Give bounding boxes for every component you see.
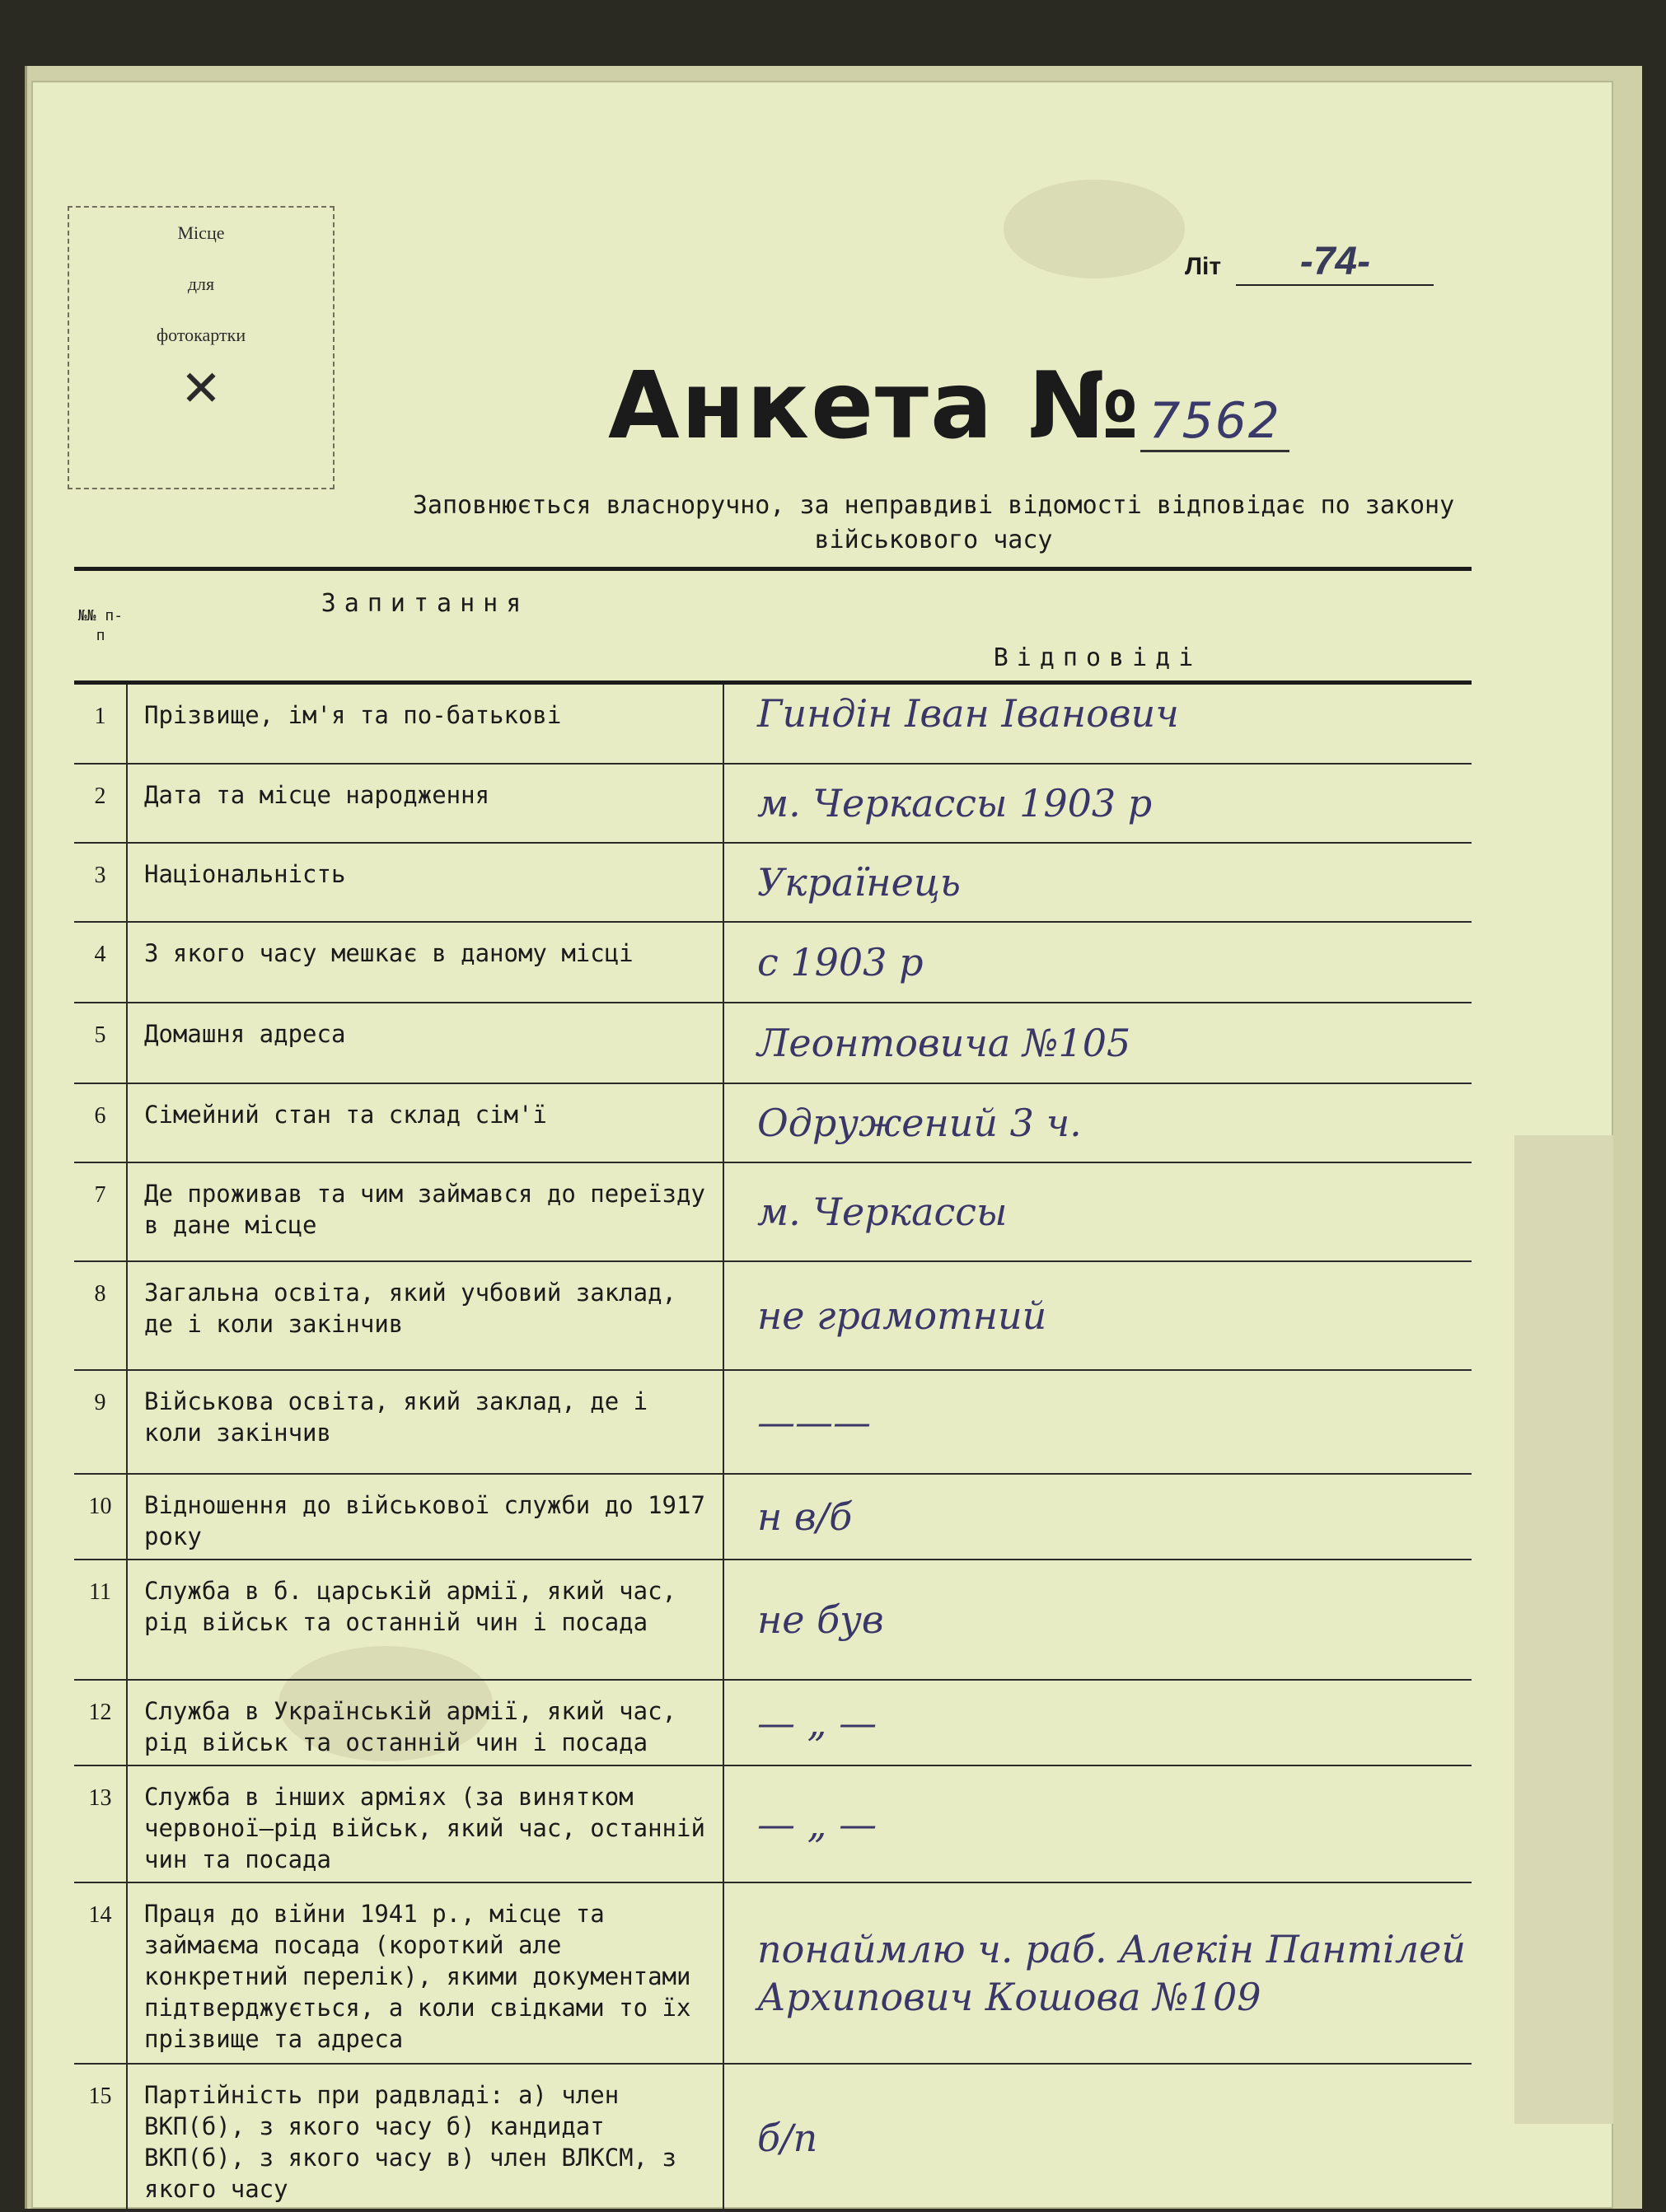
row-question: Загальна освіта, який учбовий заклад, де і коли закінчив bbox=[127, 1261, 723, 1370]
row-question: Відношення до військової служби до 1917 року bbox=[127, 1474, 723, 1560]
col-question-header: Запитання bbox=[127, 569, 723, 683]
row-question: Партійність при радвладі: а) член ВКП(б), з якого часу б) кандидат ВКП(б), з якого часу в) член ВЛКСМ, з якого часу bbox=[127, 2064, 723, 2212]
photo-label-place: Місце bbox=[177, 222, 225, 243]
photo-label-photo: фотокартки bbox=[156, 325, 246, 345]
row-number: 9 bbox=[74, 1370, 127, 1474]
row-answer: н в/б bbox=[723, 1474, 1472, 1560]
row-answer: не був bbox=[723, 1560, 1472, 1680]
row-question: Служба в Українській армії, який час, рід військ та останній чин і посада bbox=[127, 1680, 723, 1765]
row-number: 12 bbox=[74, 1680, 127, 1765]
row-answer: Українець bbox=[723, 843, 1472, 922]
row-answer: понаймлю ч. раб. Алекін Пантілей Архипович Кошова №109 bbox=[723, 1882, 1472, 2064]
sheet-label: Літ bbox=[1185, 253, 1222, 280]
row-number: 15 bbox=[74, 2064, 127, 2212]
row-question: Прізвище, ім'я та по-батькові bbox=[127, 683, 723, 764]
table-row bbox=[74, 1083, 1472, 1162]
row-answer: — „ — bbox=[723, 1765, 1472, 1882]
row-question: Служба в інших арміях (за винятком червоної—рід військ, який час, останній чин та посада bbox=[127, 1765, 723, 1882]
row-question: Де проживав та чим займався до переїзду в дане місце bbox=[127, 1162, 723, 1261]
table-row bbox=[74, 1765, 1472, 1882]
table-row bbox=[74, 764, 1472, 843]
row-answer: с 1903 р bbox=[723, 922, 1472, 1003]
row-answer: м. Черкассы 1903 р bbox=[723, 764, 1472, 843]
table-row bbox=[74, 1680, 1472, 1765]
row-number: 1 bbox=[74, 683, 127, 764]
row-answer: Одружений 3 ч. bbox=[723, 1083, 1472, 1162]
subtitle-line-1: Заповнюється власноручно, за неправдиві відомості відповідає по закону bbox=[412, 491, 1455, 520]
col-answer-header: Відповіді bbox=[723, 569, 1472, 683]
cross-mark-icon: ✕ bbox=[180, 360, 222, 418]
table-row bbox=[74, 2064, 1472, 2212]
sheet-value: -74- bbox=[1236, 239, 1434, 286]
row-number: 6 bbox=[74, 1083, 127, 1162]
form-title bbox=[608, 353, 1289, 460]
row-question: Домашня адреса bbox=[127, 1003, 723, 1083]
table-row bbox=[74, 1261, 1472, 1370]
row-question: Праця до війни 1941 р., місце та займаєма посада (короткий але конкретний перелік), якими документами підтверджується, а коли свідками то їх прізвище та адреса bbox=[127, 1882, 723, 2064]
row-number: 8 bbox=[74, 1261, 127, 1370]
photo-placeholder bbox=[68, 206, 335, 489]
row-number: 5 bbox=[74, 1003, 127, 1083]
sheet-number bbox=[1185, 239, 1434, 286]
row-number: 3 bbox=[74, 843, 127, 922]
row-number: 10 bbox=[74, 1474, 127, 1560]
row-number: 2 bbox=[74, 764, 127, 843]
table-row bbox=[74, 1882, 1472, 2064]
row-answer: — „ — bbox=[723, 1680, 1472, 1765]
table-row bbox=[74, 683, 1472, 764]
row-number: 4 bbox=[74, 922, 127, 1003]
row-number: 11 bbox=[74, 1560, 127, 1680]
row-question: Національність bbox=[127, 843, 723, 922]
table-row bbox=[74, 1370, 1472, 1474]
form-title-text: Анкета № bbox=[608, 353, 1141, 460]
table-row bbox=[74, 1474, 1472, 1560]
underlying-page-edge bbox=[1514, 1135, 1613, 2124]
row-question: Військова освіта, який заклад, де і коли закінчив bbox=[127, 1370, 723, 1474]
form-number: 7562 bbox=[1140, 392, 1289, 452]
form-subtitle bbox=[386, 489, 1481, 558]
row-number: 7 bbox=[74, 1162, 127, 1261]
row-question: Служба в б. царській армії, який час, рід військ та останній чин і посада bbox=[127, 1560, 723, 1680]
table-row bbox=[74, 1003, 1472, 1083]
row-question: Сімейний стан та склад сім'ї bbox=[127, 1083, 723, 1162]
row-answer: Леонтовича №105 bbox=[723, 1003, 1472, 1083]
row-answer: Гиндін Іван Іванович bbox=[723, 683, 1472, 764]
row-number: 13 bbox=[74, 1765, 127, 1882]
row-answer: б/п bbox=[723, 2064, 1472, 2212]
table-row bbox=[74, 922, 1472, 1003]
row-number: 14 bbox=[74, 1882, 127, 2064]
row-answer: м. Черкассы bbox=[723, 1162, 1472, 1261]
row-answer: ——— bbox=[723, 1370, 1472, 1474]
subtitle-line-2: військового часу bbox=[814, 526, 1053, 554]
table-row bbox=[74, 1560, 1472, 1680]
table-row bbox=[74, 1162, 1472, 1261]
row-question: З якого часу мешкає в даному місці bbox=[127, 922, 723, 1003]
table-row bbox=[74, 843, 1472, 922]
questionnaire-table bbox=[74, 567, 1472, 2212]
photo-label-for: для bbox=[187, 274, 215, 294]
row-answer: не грамотний bbox=[723, 1261, 1472, 1370]
col-num-header: №№ п-п bbox=[74, 569, 127, 683]
table-header bbox=[74, 569, 1472, 683]
document-page bbox=[31, 81, 1613, 2209]
row-question: Дата та місце народження bbox=[127, 764, 723, 843]
